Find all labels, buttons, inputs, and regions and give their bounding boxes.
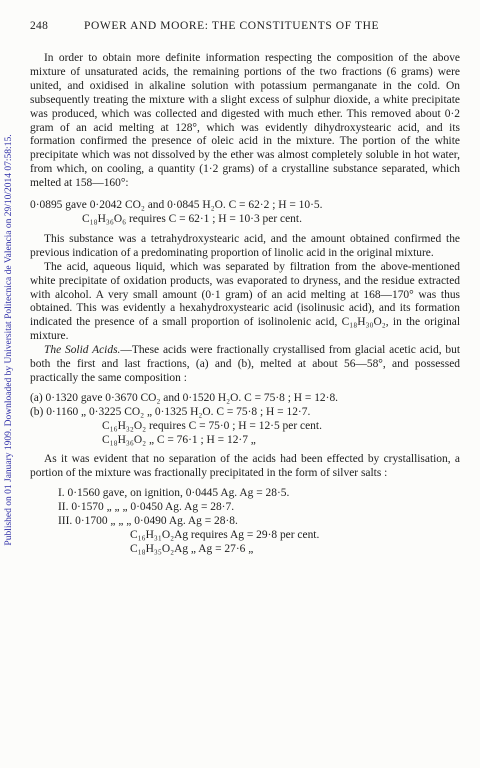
analysis-requires-stearic: C₁₈H₃₆O₂ „ C = 76·1 ; H = 12·7 „ xyxy=(102,433,256,446)
analysis-line: 0·0895 gave 0·2042 CO₂ and 0·0845 H₂O. C = 62·2 ; H = 10·5. xyxy=(30,199,323,212)
silver-requires-stearate: C₁₈H₃₅O₂Ag „ Ag = 27·6 „ xyxy=(130,542,254,555)
running-title: POWER AND MOORE: THE CONSTITUENTS OF THE xyxy=(84,20,380,32)
silver-line-3: III. 0·1700 „ „ „ 0·0490 Ag. Ag = 28·8. xyxy=(58,515,238,528)
silver-line-1: I. 0·1560 gave, on ignition, 0·0445 Ag. Ag = 28·5. xyxy=(58,487,290,500)
page-number: 248 xyxy=(30,20,49,32)
analysis-line-b: (b) 0·1160 „ 0·3225 CO₂ „ 0·1325 H₂O. C = 75·8 ; H = 12·7. xyxy=(30,405,311,418)
analysis-block-silver xyxy=(30,487,460,557)
silver-line-2: II. 0·1570 „ „ „ 0·0450 Ag. Ag = 28·7. xyxy=(58,501,235,514)
section-heading-solid-acids: The Solid Acids. xyxy=(44,344,121,357)
analysis-line-a: (a) 0·1320 gave 0·3670 CO₂ and 0·1520 H₂O. C = 75·8 ; H = 12·8. xyxy=(30,391,339,404)
paragraph-oxidation: In order to obtain more definite information respecting the composition of the above mixture of unsaturated acids, the remaining portions of the two fractions (6 grams) were united, and oxidised in alkaline solution with potassium permanganate in the cold. On subsequently treating the mixture with a slight excess of sulphur dioxide, a white precipitate was produced, which was collected and digested with much ether. This removed about 0·2 gram of an acid melting at 128°, which was evidently dihydroxystearic acid, and its formation confirmed the presence of oleic acid in the mixture. The portion of the white precipitate which was not dissolved by the ether was almost completely soluble in hot water, from which, on cooling, a quantity (1·2 grams) of a crystalline substance separated, which melted at 158—160°: xyxy=(30,52,460,190)
analysis-requires-line: C₁₈H₃₆O₆ requires C = 62·1 ; H = 10·3 per cent. xyxy=(82,212,302,225)
paragraph-aqueous-liquid: The acid, aqueous liquid, which was separated by filtration from the above-mentioned white precipitate of oxidation products, was evaporated to dryness, and the residue extracted with alcohol. A very small amount (0·1 gram) of an acid melting at 168—170° was thus obtained. This was evidently a hexahydroxystearic acid (isolinusic acid), and its formation indicated the presence of a small proportion of isolinolenic acid, C₁₈H₃₀O₂, in the original mixture. xyxy=(30,260,460,343)
document-page xyxy=(30,20,460,557)
side-stamp-text: Published on 01 January 1909. Downloaded by Universitat Politecnica de Valencia on 29/10/2014 07:58:15. xyxy=(4,134,14,546)
paragraph-solid-acids xyxy=(30,344,460,386)
solid-acids-text: —These acids were fractionally crystallised from glacial acetic acid, but both the first and last fractions, (a) and (b), melted at about 56—58°, and possessed practically the same composition : xyxy=(30,344,461,384)
paragraph-silver-salts: As it was evident that no separation of the acids had been effected by crystallisation, a portion of the mixture was fractionally precipitated in the form of silver salts : xyxy=(30,453,460,480)
analysis-block-tetrahydroxy xyxy=(30,199,460,227)
analysis-block-solid-acids xyxy=(30,392,460,448)
paragraph-tetrahydroxystearic: This substance was a tetrahydroxystearic acid, and the amount obtained confirmed the previous indication of a predominating proportion of linolic acid in the original mixture. xyxy=(30,232,460,259)
analysis-requires-palmitic: C₁₆H₃₂O₂ requires C = 75·0 ; H = 12·5 per cent. xyxy=(102,419,322,432)
publication-side-stamp xyxy=(2,40,16,640)
page-header xyxy=(30,20,460,32)
silver-requires-palmitate: C₁₆H₃₁O₂Ag requires Ag = 29·8 per cent. xyxy=(130,529,320,541)
